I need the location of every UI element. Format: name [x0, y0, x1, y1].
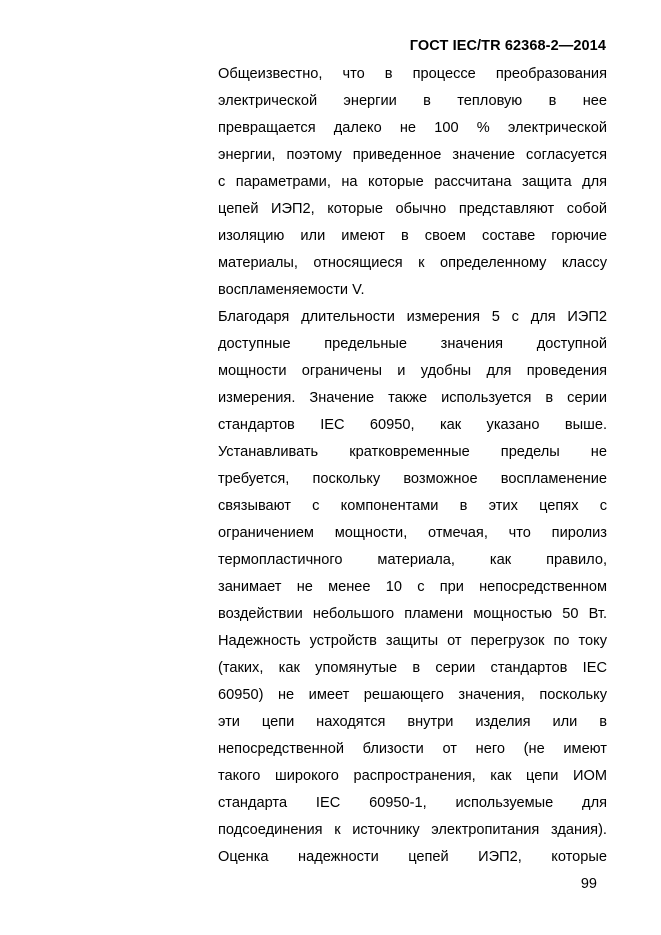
text-line-29: подсоединения к источнику электропитания здания).: [218, 822, 607, 838]
text-line-9: воспламеняемости V.: [218, 282, 365, 298]
document-header: ГОСТ IEC/TR 62368-2—2014: [409, 38, 606, 54]
text-line-27: такого широкого распространения, как цепи ИОМ: [218, 768, 607, 784]
text-line-25: эти цепи находятся внутри изделия или в: [218, 714, 607, 730]
text-line-3: превращается далеко не 100 % электрической: [218, 120, 607, 136]
text-line-17: связывают с компонентами в этих цепях с: [218, 498, 607, 514]
text-line-16: требуется, поскольку возможное воспламенение: [218, 471, 607, 487]
text-line-1: Общеизвестно, что в процессе преобразования: [218, 66, 607, 82]
text-line-7: изоляцию или имеют в своем составе горючие: [218, 228, 607, 244]
text-line-12: мощности ограничены и удобны для проведения: [218, 363, 607, 379]
text-line-6: цепей ИЭП2, которые обычно представляют собой: [218, 201, 607, 217]
text-line-22: Надежность устройств защиты от перегрузок по току: [218, 633, 607, 649]
text-line-28: стандарта IEC 60950-1, используемые для: [218, 795, 607, 811]
text-line-19: термопластичного материала, как правило,: [218, 552, 607, 568]
text-line-4: энергии, поэтому приведенное значение согласуется: [218, 147, 607, 163]
text-line-8: материалы, относящиеся к определенному классу: [218, 255, 607, 271]
text-line-13: измерения. Значение также используется в серии: [218, 390, 607, 406]
text-line-15: Устанавливать кратковременные пределы не: [218, 444, 607, 460]
text-line-26: непосредственной близости от него (не имеют: [218, 741, 607, 757]
text-line-23: (таких, как упомянутые в серии стандартов IEC: [218, 660, 607, 676]
page-number: 99: [580, 876, 597, 892]
text-line-10: Благодаря длительности измерения 5 с для ИЭП2: [218, 309, 607, 325]
text-line-11: доступные предельные значения доступной: [218, 336, 607, 352]
text-line-14: стандартов IEC 60950, как указано выше.: [218, 417, 607, 433]
text-line-24: 60950) не имеет решающего значения, поскольку: [218, 687, 607, 703]
text-line-5: с параметрами, на которые рассчитана защита для: [218, 174, 607, 190]
text-line-2: электрической энергии в тепловую в нее: [218, 93, 607, 109]
body-text: [218, 61, 607, 871]
text-line-30: Оценка надежности цепей ИЭП2, которые: [218, 849, 607, 865]
text-line-20: занимает не менее 10 с при непосредственном: [218, 579, 607, 595]
text-line-18: ограничением мощности, отмечая, что пиролиз: [218, 525, 607, 541]
text-line-21: воздействии небольшого пламени мощностью 50 Вт.: [218, 606, 607, 622]
